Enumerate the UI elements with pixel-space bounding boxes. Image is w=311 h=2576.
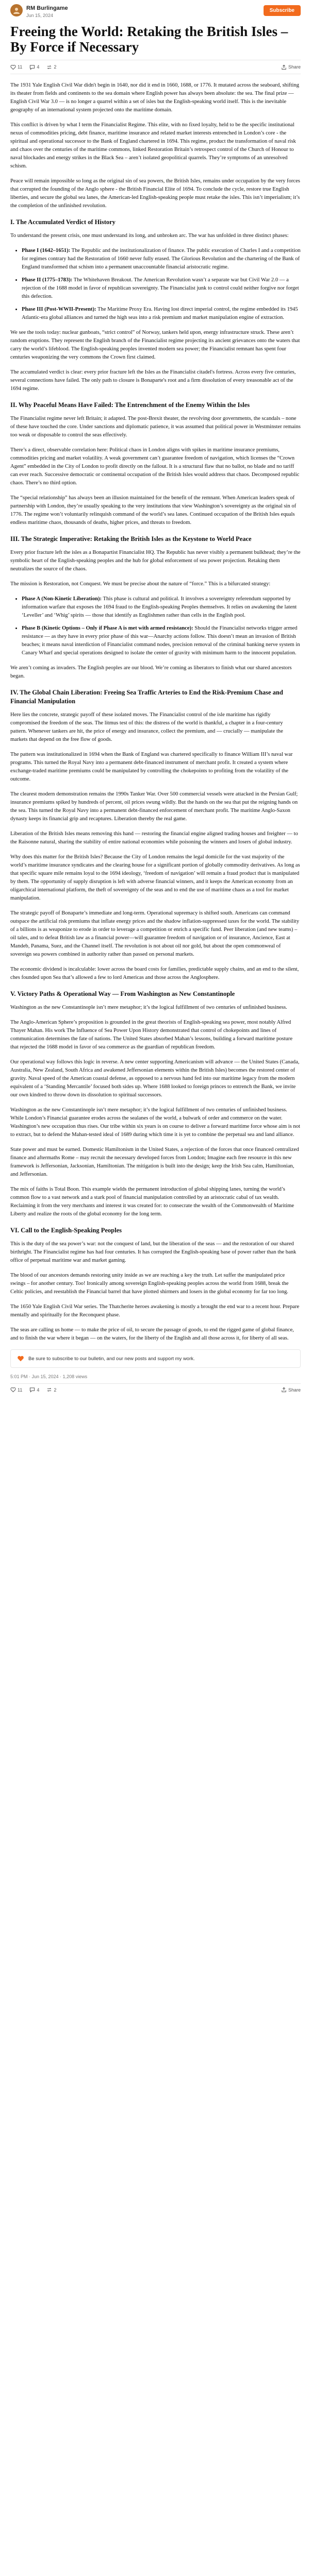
section-paragraph: The 1650 Yale English Civil War series. The Thatcherite heroes awakening is mostly a brought the end war to a recent hour. Prepare mentally and spiritually for the Reconquest phase.	[10, 1304, 300, 1318]
section-paragraph: The mission is Restoration, not Conquest. We must be precise about the nature of “force.” This is a bifurcated strategy:	[10, 581, 271, 587]
section-paragraph: We aren’t coming as invaders. The English peoples are our blood. We’re coming as liberators to finish what our shared ancestors began.	[10, 665, 292, 679]
post-meta: 5:01 PM · Jun 15, 2024 · 1,208 views	[10, 1374, 88, 1379]
share-button[interactable]	[281, 1387, 301, 1393]
like-button[interactable]	[10, 64, 22, 70]
list-item-text: The Maritime Proxy Era. Having lost direct imperial control, the regime embedded its 1945 Atlantic-era global alliances and turned the high seas into a risk premium and market manipulation engine of extraction.	[22, 307, 298, 320]
list-item	[22, 276, 301, 301]
section-paragraph: Here lies the concrete, strategic payoff of these isolated moves. The Financialist control of the isle maritime has rigidly compromised the freedom of the seas. The litmus test of this: the distress of the world is thankful, a chapter in a four-century pattern. Whenever tankers are hit, the price of energy and insurance, collect the premium, and — crucially — manipulate the markets that depend on the free flow of goods.	[10, 712, 283, 742]
section-paragraph: The economic dividend is incalculable: lower across the board costs for families, predictable supply chains, and an end to the silent, ches founded upon Sea that’s allowed a few to lord Americas and those across the Anglosphere.	[10, 967, 299, 980]
section-paragraph: The seas are calling us home — to make the price of oil, to secure the passage of goods, to end the rigged game of global finance, and to finish the war where it began — on the waters, for the liberty of the English and all those across it, for liberty of all seas.	[10, 1327, 294, 1341]
section-paragraph: Every prior fracture left the isles as a Bonapartist Financialist HQ. The Republic has never visibly a permanent bulkhead; they’re the symbolic heart of the English-speaking peoples and the hub for global enforcement of sea power projection. Retaking them neutralizes the source of the chaos.	[10, 550, 301, 572]
section-heading: VI. Call to the English-Speaking Peoples	[10, 1227, 122, 1234]
section-paragraph: Washington as the new Constantinople isn’t mere metaphor; it’s the logical fulfillment of two centuries of unfinished business. While London’s Financial guarantee erodes across the sealanes of the world, a bulwark of order and commerce on the water. Washington’s new occupation thus rises. Our tribe within six years is on course to deliver a forward maritime force whose aim is not to extract, but to defend the Mahan-tested ideal of 1689 during which time it is yet to combine the perpetual sea and land alliance.	[10, 1107, 300, 1138]
list-item-lead: Phase A (Non-Kinetic Liberation):	[22, 596, 102, 602]
share-icon	[281, 64, 287, 70]
comment-count: 4	[37, 64, 40, 70]
intro-paragraph: The 1931 Yale English Civil War didn't begin in 1640, nor did it end in 1660, 1688, or 1776. It mutated across the seaboard, shifting its theater from fields and continents to the sea domain where English power has always been absolute: the sea. The final prize — English Civil War 3.0 — is no longer a quarrel within a set of isles but the English-speaking world itself. This is the inevitable geography of an international system projected onto the maritime domain.	[10, 82, 299, 113]
restack-count: 2	[54, 1387, 57, 1393]
like-button[interactable]	[10, 1387, 22, 1393]
section-paragraph: Liberation of the British Isles means removing this hand — restoring the financial engine aligned trading houses and freighter — to the Raisonne natural, sharing the stability of entire national economies while poisoning the winners and losers of global industry.	[10, 831, 298, 845]
share-button[interactable]	[281, 64, 301, 70]
section-paragraph: The “special relationship” has always been an illusion maintained for the benefit of the remnant. When American leaders speak of partnership with London, they’re usually speaking to the very institutions that view Washington’s sovereignty as the original sin of 1776. The regime won’t voluntarily relinquish command of the world’s sea lanes. Continued occupation of the British Isles equals endless maritime chaos, thousands of deaths, higher prices, and threats to freedom.	[10, 495, 297, 526]
bottom-actions-bar	[10, 1383, 301, 1393]
list-item	[22, 306, 301, 322]
comment-icon	[29, 1387, 35, 1393]
section-heading: I. The Accumulated Verdict of History	[10, 218, 116, 226]
list-item-lead: Phase B (Kinetic Options – Only if Phase A is met with armed resistance):	[22, 625, 193, 631]
phase-list	[10, 247, 301, 322]
list-item-lead: Phase I (1642–1651):	[22, 248, 71, 253]
heart-icon	[10, 64, 16, 70]
list-item-text: The Republic and the institutionalization of finance. The public execution of Charles I and a competition for regimes contrary had the Restoration of 1660 never fully erased. The Glorious Revolution and the chartering of the Bank of England transformed that schism into a permanent unaccountable financial aristocratic regime.	[22, 248, 301, 270]
comment-button[interactable]	[29, 64, 39, 70]
post-actions-bar	[10, 60, 301, 74]
comment-count: 4	[37, 1387, 40, 1393]
post-title: Freeing the World: Retaking the British Isles – By Force if Necessary	[10, 24, 288, 55]
share-label: Share	[288, 64, 301, 70]
share-icon	[281, 1387, 287, 1393]
section-heading: IV. The Global Chain Liberation: Freeing Sea Traffic Arteries to End the Risk-Premium Chase and Financial Manipulation	[10, 689, 283, 705]
share-label: Share	[288, 1387, 301, 1393]
section-paragraph: The strategic payoff of Bonaparte’s immediate and long-term. Operational supremacy is shifted south. Americans can command outspace the artificial risk premiums that inflate energy prices and the shadow inflation-suppressed taxes for the world. The stability of a billions is as weaponize to erode in order to leverage a competition or enrich a specific fund. Peer liberation (and new teams) – oil tales, and to defeat British law as a financial power—will guarantee freedom of navigation or of insurance, Ancience, East at Mandeb, Panama, Suez, and the Channel itself. The revolution is not about oil nor gold, but about the open commonweal of sovereign sea powers combined in authority rather than passed on personal markets.	[10, 910, 300, 957]
section-heading: III. The Strategic Imperative: Retaking the British Isles as the Keystone to World Peace	[10, 535, 252, 543]
comment-button[interactable]	[29, 1387, 39, 1393]
section-paragraph: Our operational way follows this logic in reverse. A new center supporting Americanism will advance — the United States (Canada, Australia, New Zealand, South Africa and awakened Jeffersonian elements within the British Isles) becomes the restored center of gravity. Naval speed of the American coastal defense, as opposed to a nervous hand fed into our maritime legacy from the modern equivalent of a ‘Standing Mercantile’ focused both sides up. Where 1688 looked to foreign princes to entrench the Bank, we invite our own kindred to throw down its dissolution to spiritual successors.	[10, 1059, 300, 1098]
section-heading: V. Victory Paths & Operational Way — From Washington as New Constantinople	[10, 990, 235, 997]
comment-icon	[29, 64, 35, 70]
section-paragraph: State power and must be earned. Domestic Hamiltonism in the United States, a rejection of the forces that once financed centralized finance and aftermaths Rome – may recruit the necessary developed forces from London; Imagine each free resource in this new framework is Jeffersonian, Jacksonian, Hamiltonian. The mitigation is built into the design; keep the Irish Sea calm, Hamiltonian, and Jeffersonian.	[10, 1147, 299, 1177]
list-item-lead: Phase III (Post-WWII-Present):	[22, 307, 96, 312]
list-item-text: The Whitehaven Breakout. The American Revolution wasn’t a separate war but Civil War 2.0 — a rejection of the 1688 model in favor of republican sovereignty. The Financialist junk to control could neither forgive nor forget this defection.	[22, 277, 299, 299]
subscribe-prompt[interactable]	[10, 1349, 301, 1368]
section-paragraph: The accumulated verdict is clear: every prior fracture left the Isles as the Financialist citadel's fortress. Across every five centuries, several connections have failed. The only path to closure is Bonaparte's root and a firm dissolution of every treasonable act of the 1694 regime.	[10, 369, 296, 392]
restack-icon	[46, 1387, 52, 1393]
section-paragraph: The pattern was institutionalized in 1694 when the Bank of England was chartered specifically to finance William III’s naval war programs. This turned the Royal Navy into a permanent debt-financed instrument of merchant profit. It created a system where exchange-traded maritime premiums could be manipulated by controlling the chokepoints to profiting from the volatility of the outcome.	[10, 752, 293, 782]
list-item-lead: Phase II (1775–1783):	[22, 277, 73, 283]
restack-button[interactable]	[46, 1387, 56, 1393]
heart-icon	[17, 1355, 24, 1362]
list-item-text: Should the Financialist networks trigger armed resistance — as they have in every prior phase of this war—Anarchy actions follow. This doesn’t mean an invasion of British beaches; it means naval interdiction of Financialist command nodes, precision removal of the criminal banking nerve system in Canary Wharf and special operations designed to isolate the center of gravity with minimum harm to the innocent population.	[22, 625, 300, 656]
strategy-list	[10, 595, 301, 657]
user-avatar-icon	[13, 7, 20, 14]
section-paragraph: The Anglo-American Sphere’s proposition is grounded in the great theorists of English-speaking sea power, most notably Alfred Thayer Mahan. His work The Influence of Sea Power Upon History demonstrated that control of chokepoints and lines of communication determines the fate of nations. The United States absorbed Mahan’s lessons, building a forward maritime posture that rejected the 1688 model in favor of sea commerce as the guardian of republican freedom.	[10, 1020, 293, 1050]
section-paragraph: Why does this matter for the British Isles? Because the City of London remains the legal domicile for the vast majority of the world’s maritime insurance syndicates and the clearing house for a significant portion of globally commodity derivatives. As long as that specific square mile remains loyal to the 1694 ideology, ‘freedom of navigation’ will remain a fraud product that is manipulated by them. The opportunity of supply disruption is left with adverse financial winners, and it keeps the American economy from an oligarchical international platform, the theft of sovereignty of the seas and to end the use of maritime chaos as a tool for market manipulation.	[10, 854, 300, 901]
subscribe-prompt-text: Be sure to subscribe to our bulletin, and our new posts and support my work.	[28, 1355, 195, 1362]
heart-icon	[10, 1387, 16, 1393]
like-count: 11	[18, 1387, 23, 1393]
section-paragraph: The clearest modern demonstration remains the 1990s Tanker War. Over 500 commercial vessels were attacked in the Persian Gulf; insurance premiums spiked by hundreds of percent, oil prices swung wildly. But the hands on the sea that put the reigning hands on the sea. This turned the Royal Navy into a permanent debt-financed enforcement of merchant profit. The maritime Anglo-Saxon dynasty keeps its financial grip and recaptures. Liberation thereby the real game.	[10, 791, 298, 822]
post-date: Jun 15, 2024	[26, 12, 54, 18]
restack-button[interactable]	[46, 64, 56, 70]
article-body	[10, 81, 301, 1343]
section-paragraph: The mix of faiths is Total Boon. This example wields the permanent introduction of global shipping lanes, turning the world’s common flow to a vast network and a stark pool of financial manipulation controlled by an aristocratic cabal of tax wealth. Reclaiming it from the very merchants and interest it was created for: to consecrate the wealth of the Commonwealth of Maritime Liberty and realize the roots of the global economy for the long term.	[10, 1187, 294, 1217]
section-paragraph: Washington as the new Constantinople isn’t mere metaphor; it’s the logical fulfillment of two centuries of unfinished business.	[10, 1005, 287, 1010]
section-paragraph: This is the duty of the sea power’s war: not the conquest of land, but the liberation of the seas — and the restoration of our shared birthright. The Financialist regime has had four centuries. It has corrupted the English-speaking base of power rather than the bank office of perpetual maritime war and market gaming.	[10, 1241, 297, 1263]
intro-paragraph: This conflict is driven by what I term the Financialist Regime. This elite, with no fixed loyalty, held to be the specific institutional nexus of commodities pricing, debt finance, maritime insurance and related market interests entrenched in London’s core - the spiritual and operational successor to the Bank of England chartered in 1694. This regime, product the transformation of naval risk and chaos over the centuries of the maritime commons, linked Restoration Britain’s retrospect control of the Church of Honour to naval blockades and energy strikes in the Black Sea – aren’t isolated geopolitical quarrels. They’re symptoms of an unresolved schism.	[10, 122, 296, 169]
section-paragraph: The blood of our ancestors demands restoring unity inside as we are reaching a key the truth. Let suffer the manipulated price swings – for another century. Too! Ironically among sovereign English-speaking peoples across the world from 1688, break the Celtic policies, and reestablish the Financial barrel that have plotted shirmers and losers in the global economy for far too long.	[10, 1273, 289, 1295]
section-heading: II. Why Peaceful Means Have Failed: The Entrenchment of the Enemy Within the Isles	[10, 401, 250, 409]
author-header	[10, 0, 301, 21]
intro-paragraph: Peace will remain impossible so long as the original sin of sea powers, the British Isles, remains under occupation by the very forces that corrupted the founding of the Anglo sphere - the British Financial Elite of 1694. To conclude the cycle, restore true English liberties, and secure the global sea lanes, the American-led English-speaking people must retake the isles. This isn’t imperialism; it’s the completion of the unfinished revolution.	[10, 178, 300, 209]
section-paragraph: We see the tools today: nuclear gunboats, “strict control” of Norway, tankers held upon, energy infrastructure struck. These aren’t random eruptions. They represent the English branch of the Financialist regime projecting its ancient grievances onto the waters that carry the world’s lifeblood. The English-speaking peoples invented modern sea power; the Financialist remnant has spent four centuries weaponizing the very commons the Crown first claimed.	[10, 330, 300, 360]
list-item-text: This phase is cultural and political. It involves a sovereignty referendum supported by information warfare that exposes the 1694 fraud to the English-speaking Peoples themselves. It relies on awakening the latent ‘Leveller’ and ‘Whig’ spirits — those that identify as Englishmen rather than cells in the English pool.	[22, 596, 297, 618]
restack-count: 2	[54, 64, 57, 70]
section-paragraph: To understand the present crisis, one must understand its long, and unbroken arc. The war has unfolded in three distinct phases:	[10, 233, 289, 239]
list-item	[22, 595, 301, 620]
author-name[interactable]: RM Burlingame	[26, 5, 68, 11]
like-count: 11	[18, 64, 23, 70]
list-item	[22, 247, 301, 272]
author-avatar[interactable]	[10, 4, 23, 16]
restack-icon	[46, 64, 52, 70]
list-item	[22, 624, 301, 657]
subscribe-button[interactable]: Subscribe	[264, 5, 301, 16]
section-paragraph: The Financialist regime never left Britain; it adapted. The post-Brexit theater, the revolving door governments, the scandals – none of these have touched the core. Under sanctions and diplomatic patience, it was assumed that political power in Westminster remains too weak or disposable to control the seas effectively.	[10, 416, 301, 438]
section-paragraph: There’s a direct, observable correlation here: Political chaos in London aligns with spikes in maritime insurance premiums, commodities pricing and market volatility. A weak government can’t guarantee freedom of navigation, which licenses the “Crown Agent” embedded in the City of London to profit directly on the fallout. It is a structural flaw that no ballot, no blade and no tariff can ever reach. Successive democratic or continental occupation of the British Isles would address that chaos. Decomposed republic chaos. There’s no third option.	[10, 447, 300, 486]
